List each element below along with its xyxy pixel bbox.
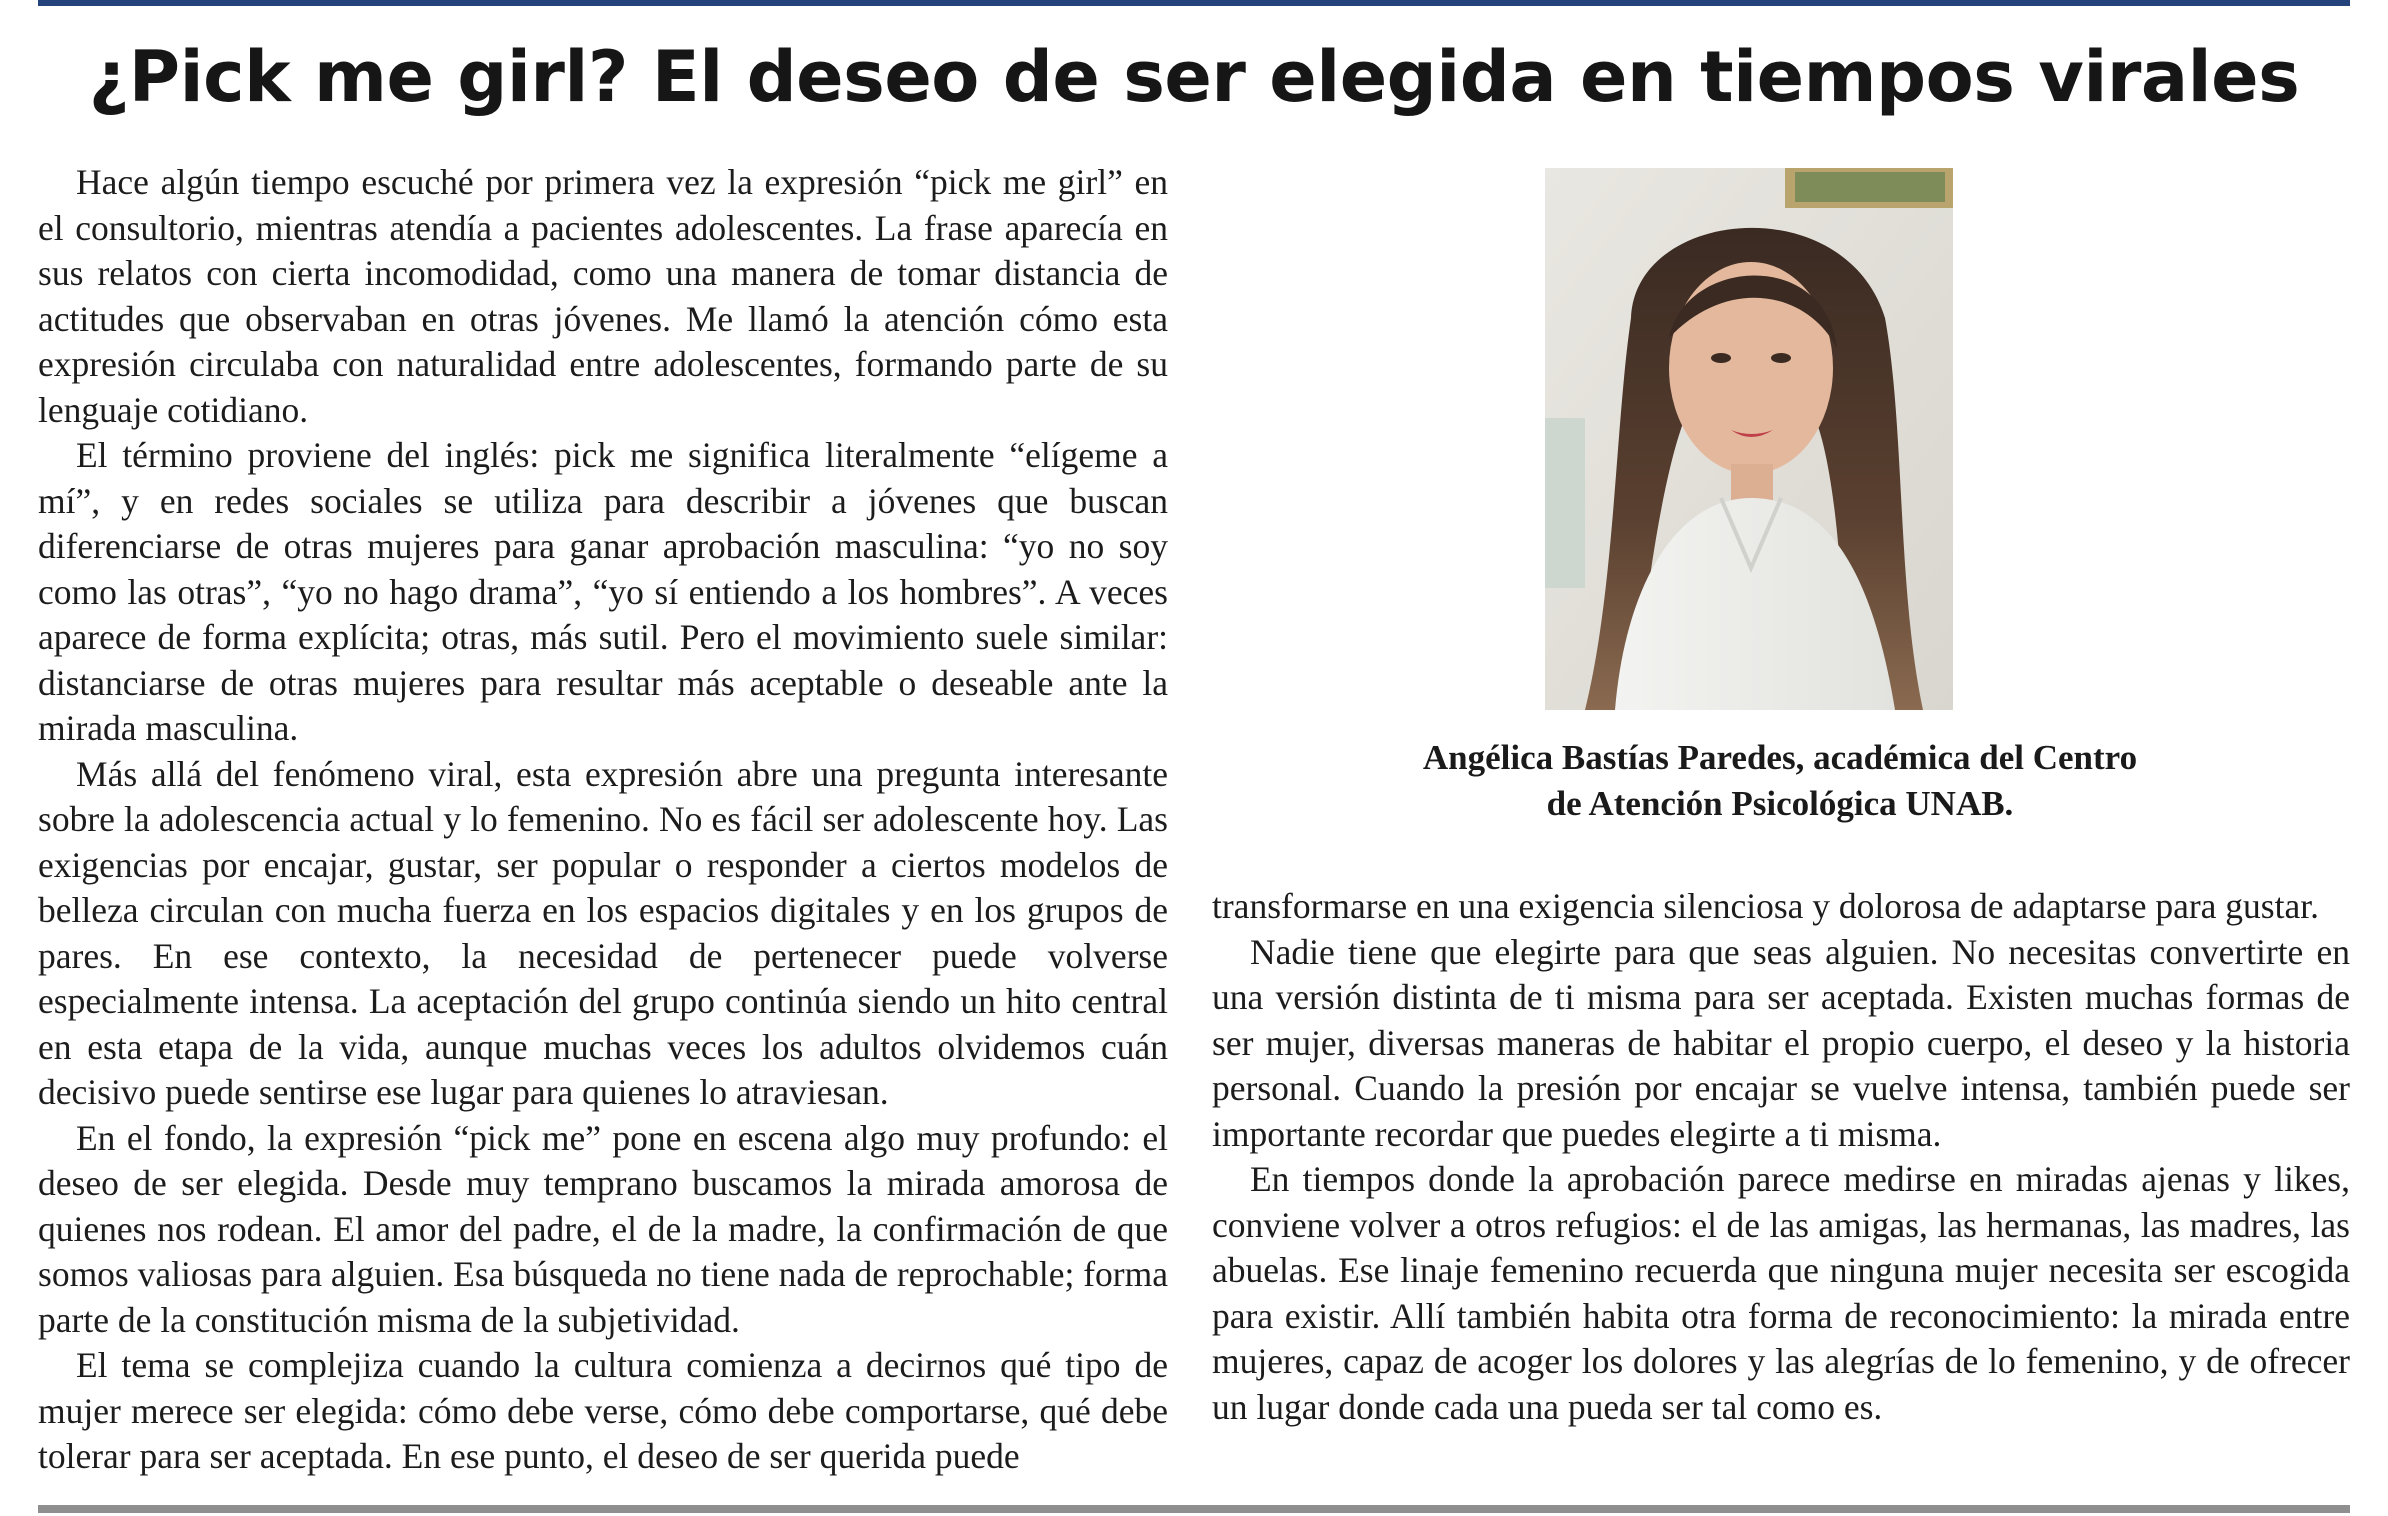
author-photo	[1545, 168, 1953, 710]
paragraph-5-continued: transformarse en una exigencia silenciosa y dolorosa de adaptarse para gustar.	[1212, 886, 2319, 926]
paragraph-3: Más allá del fenómeno viral, esta expresión abre una pregunta interesante sobre la adolescencia actual y lo femenino. No es fácil ser adolescente hoy. Las exigencias por encajar, gustar, ser popular o responder a ciertos modelos de belleza circulan con mucha fuerza en los espacios digitales y en los grupos de pares. En ese contexto, la necesidad de pertenecer puede volverse especialmente intensa. La aceptación del grupo continúa siendo un hito central en esta etapa de la vida, aunque muchas veces los adultos olvidemos cuán decisivo puede sentirse ese lugar para quienes lo atraviesan.	[38, 753, 1168, 1112]
caption-line-2: de Atención Psicológica UNAB.	[1546, 784, 2014, 823]
caption-line-1: Angélica Bastías Paredes, académica del Centro	[1422, 738, 2138, 777]
photo-caption	[1290, 735, 2270, 827]
paragraph-1: Hace algún tiempo escuché por primera vez la expresión “pick me girl” en el consultorio, mientras atendía a pacientes adolescentes. La frase aparecía en sus relatos con cierta incomodidad, como una manera de tomar distancia de actitudes que observaban en otras jóvenes. Me llamó la atención cómo esta expresión circulaba con naturalidad entre adolescentes, formando parte de su lenguaje cotidiano.	[38, 162, 1168, 430]
paragraph-6: Nadie tiene que elegirte para que seas alguien. No necesitas convertirte en una versión distinta de ti misma para ser aceptada. Existen muchas formas de ser mujer, diversas maneras de habitar el propio cuerpo, el deseo y la historia personal. Cuando la presión por encajar se vuelve intensa, también puede ser importante recordar que puedes elegirte a ti misma.	[1212, 931, 2350, 1154]
paragraph-4: En el fondo, la expresión “pick me” pone en escena algo muy profundo: el deseo de ser elegida. Desde muy temprano buscamos la mirada amorosa de quienes nos rodean. El amor del padre, el de la madre, la confirmación de que somos valiosas para alguien. Esa búsqueda no tiene nada de reprochable; forma parte de la constitución misma de la subjetividad.	[38, 1117, 1168, 1340]
top-rule	[38, 0, 2350, 6]
paragraph-5: El tema se complejiza cuando la cultura comienza a decirnos qué tipo de mujer merece ser elegida: cómo debe verse, cómo debe comportarse, qué debe tolerar para ser aceptada. En ese punto, el deseo de ser querida puede	[38, 1345, 1168, 1476]
bottom-rule	[38, 1505, 2350, 1513]
article-body-left-column	[38, 160, 1168, 1490]
paragraph-7: En tiempos donde la aprobación parece medirse en miradas ajenas y likes, conviene volver a otros refugios: el de las amigas, las hermanas, las madres, las abuelas. Ese linaje femenino recuerda que ninguna mujer necesita ser escogida para existir. Allí también habita otra forma de reconocimiento: la mirada entre mujeres, capaz de acoger los dolores y las alegrías de lo femenino, y de ofrecer un lugar donde cada una pueda ser tal como es.	[1212, 1159, 2350, 1427]
article-title: ¿Pick me girl? El deseo de ser elegida en tiempos virales	[88, 36, 2300, 118]
paragraph-2: El término proviene del inglés: pick me significa literalmente “elígeme a mí”, y en redes sociales se utiliza para describir a jóvenes que buscan diferenciarse de otras mujeres para ganar aprobación masculina: “yo no soy como las otras”, “yo no hago drama”, “yo sí entiendo a los hombres”. A veces aparece de forma explícita; otras, más sutil. Pero el movimiento suele similar: distanciarse de otras mujeres para resultar más aceptable o deseable ante la mirada masculina.	[38, 435, 1168, 748]
article-body-right-column	[1212, 884, 2350, 1490]
